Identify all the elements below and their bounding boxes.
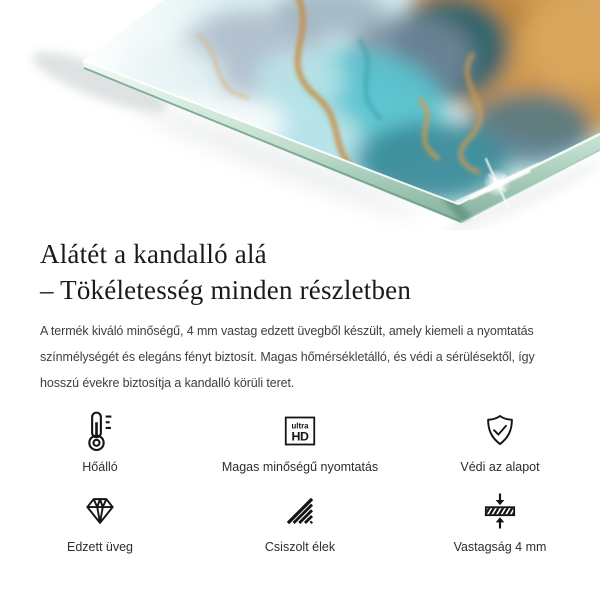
feature-tempered-glass	[0, 488, 200, 555]
description-line: színmélységét és elegáns fényt biztosít. Magas hőmérsékletálló, és védi a sérülésektől, így	[40, 350, 535, 364]
svg-text:HD: HD	[291, 429, 309, 444]
title-line-1: Alátét a kandalló alá	[40, 239, 267, 269]
title-line-2: – Tökéletesség minden részletben	[40, 275, 412, 305]
feature-label: Hőálló	[82, 460, 118, 474]
polished-edges-icon	[283, 488, 317, 534]
description-line: A termék kiváló minőségű, 4 mm vastag edzett üvegből készült, amely kiemeli a nyomtatás	[40, 324, 534, 338]
svg-text:ultra: ultra	[291, 421, 309, 431]
feature-heat-resistant	[0, 408, 200, 475]
product-image	[0, 0, 600, 230]
feature-label: Védi az alapot	[460, 460, 540, 474]
page-title	[40, 236, 560, 308]
thermometer-icon	[79, 408, 121, 454]
glass-panel-photo	[0, 0, 600, 230]
feature-label: Csiszolt élek	[264, 540, 336, 554]
product-description	[40, 318, 560, 396]
diamond-icon	[80, 488, 120, 534]
feature-protects-base	[400, 408, 600, 475]
ultra-hd-icon	[282, 408, 318, 454]
thickness-icon	[480, 488, 520, 534]
feature-thickness	[400, 488, 600, 555]
description-line: hosszú évekre biztosítja a kandalló körüli teret.	[40, 376, 295, 390]
feature-print-quality	[200, 408, 400, 475]
feature-polished-edges	[200, 488, 400, 555]
feature-label: Edzett üveg	[66, 540, 133, 554]
feature-label: Magas minőségű nyomtatás	[221, 460, 379, 474]
shield-check-icon	[481, 408, 519, 454]
feature-label: Vastagság 4 mm	[453, 540, 547, 554]
features-grid	[0, 408, 600, 555]
